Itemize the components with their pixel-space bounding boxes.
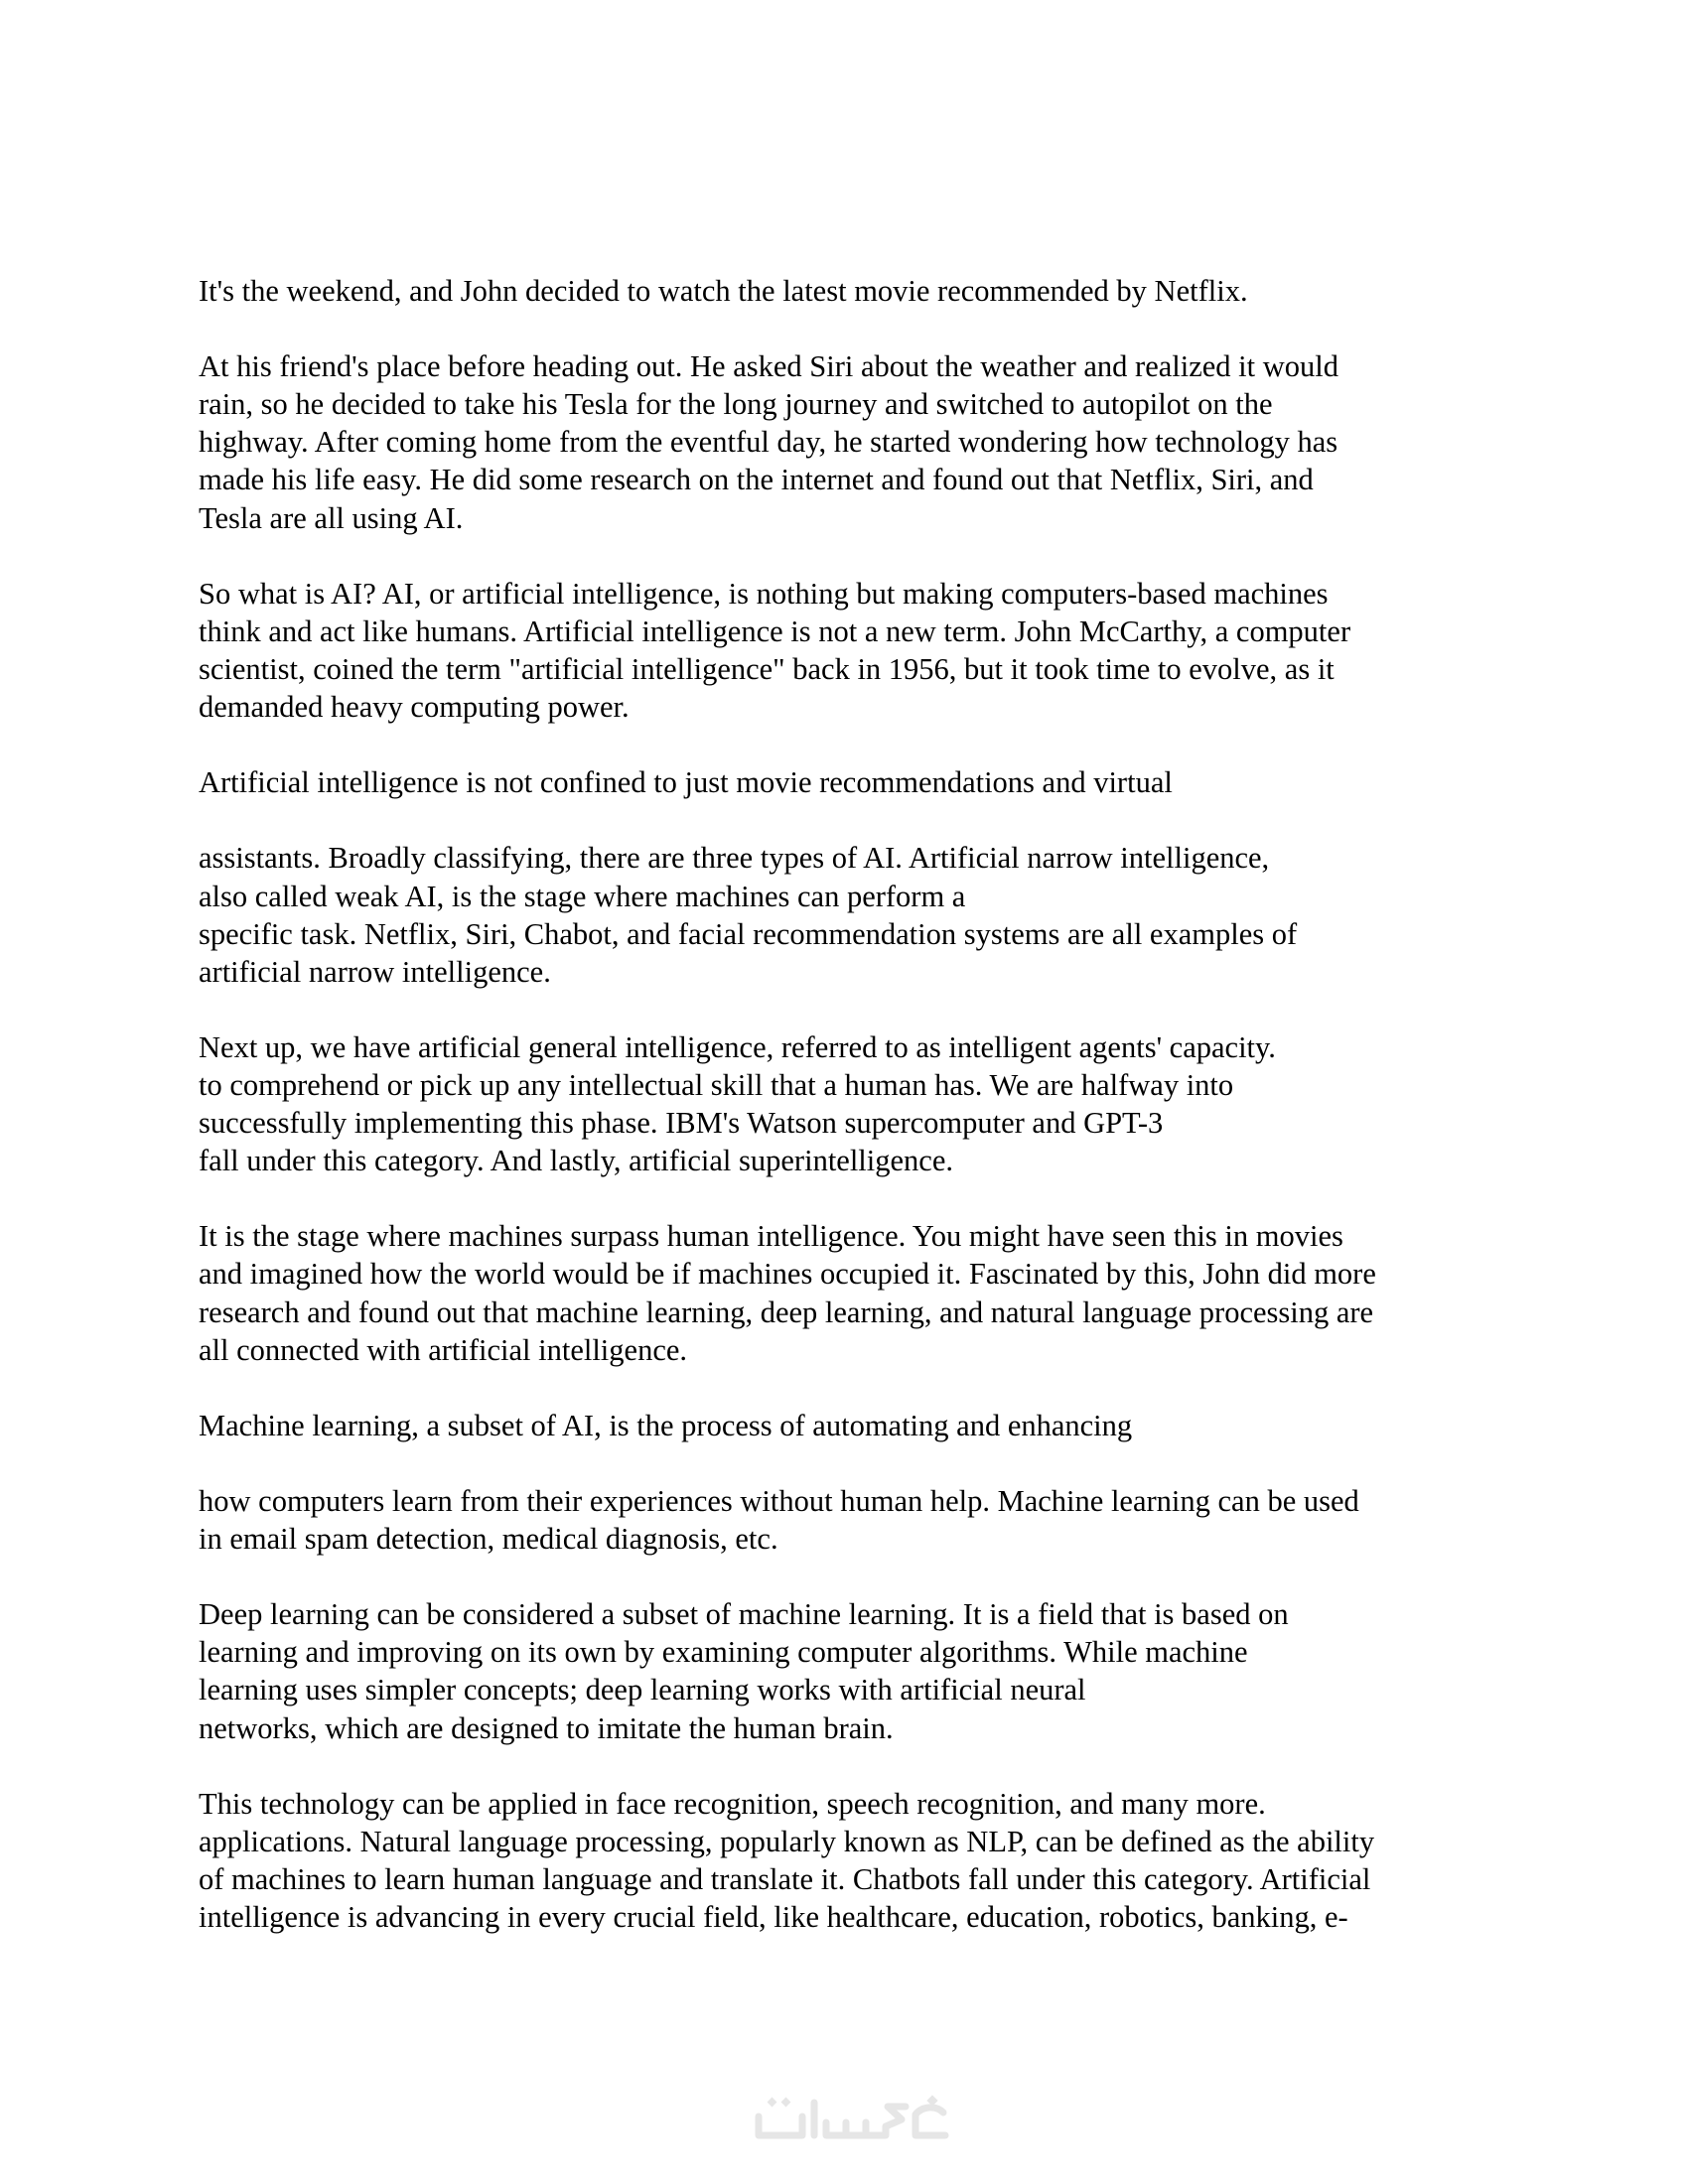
text-line: and imagined how the world would be if machines occupied it. Fascinated by this, John did more <box>199 1257 1376 1292</box>
text-line: intelligence is advancing in every crucial field, like healthcare, education, robotics, banking, e- <box>199 1900 1348 1935</box>
text-line: to comprehend or pick up any intellectual skill that a human has. We are halfway into <box>199 1067 1234 1102</box>
text-line: rain, so he decided to take his Tesla for the long journey and switched to autopilot on the <box>199 387 1273 422</box>
paragraph <box>199 1028 1539 1179</box>
paragraph <box>199 347 1539 536</box>
text-line: how computers learn from their experiences without human help. Machine learning can be used <box>199 1484 1359 1518</box>
paragraph <box>199 1482 1539 1558</box>
paragraph <box>199 1785 1539 1936</box>
text-line: This technology can be applied in face recognition, speech recognition, and many more. <box>199 1786 1266 1821</box>
text-line: fall under this category. And lastly, artificial superintelligence. <box>199 1144 953 1178</box>
text-line: So what is AI? AI, or artificial intelligence, is nothing but making computers-based machines <box>199 576 1329 611</box>
paragraph <box>199 839 1539 990</box>
text-line: learning uses simpler concepts; deep learning works with artificial neural <box>199 1673 1086 1707</box>
text-line: assistants. Broadly classifying, there are three types of AI. Artificial narrow intelligence, <box>199 841 1270 876</box>
text-line: applications. Natural language processing, popularly known as NLP, can be defined as the ability <box>199 1824 1375 1858</box>
text-line: It is the stage where machines surpass human intelligence. You might have seen this in movies <box>199 1219 1343 1254</box>
text-line: Artificial intelligence is not confined to just movie recommendations and virtual <box>199 765 1173 800</box>
text-line: learning and improving on its own by examining computer algorithms. While machine <box>199 1635 1248 1670</box>
text-line: demanded heavy computing power. <box>199 690 630 725</box>
text-line: think and act like humans. Artificial intelligence is not a new term. John McCarthy, a computer <box>199 614 1351 648</box>
text-line: networks, which are designed to imitate the human brain. <box>199 1710 894 1745</box>
text-line: scientist, coined the term "artificial intelligence" back in 1956, but it took time to evolve, as it <box>199 651 1335 686</box>
paragraph <box>199 272 1539 310</box>
text-line: all connected with artificial intelligence. <box>199 1332 688 1367</box>
text-line: highway. After coming home from the eventful day, he started wondering how technology has <box>199 425 1338 460</box>
text-line: research and found out that machine learning, deep learning, and natural language processing are <box>199 1295 1374 1329</box>
text-line: Deep learning can be considered a subset of machine learning. It is a field that is based on <box>199 1597 1289 1632</box>
text-line: made his life easy. He did some research on the internet and found out that Netflix, Siri, and <box>199 463 1314 497</box>
text-line: It's the weekend, and John decided to watch the latest movie recommended by Netflix. <box>199 274 1248 308</box>
paragraph <box>199 575 1539 726</box>
text-line: artificial narrow intelligence. <box>199 954 551 989</box>
text-line: Machine learning, a subset of AI, is the process of automating and enhancing <box>199 1408 1133 1442</box>
paragraph <box>199 763 1539 801</box>
text-line: At his friend's place before heading out. He asked Siri about the weather and realized it would <box>199 349 1339 384</box>
paragraph <box>199 1217 1539 1368</box>
paragraph <box>199 1407 1539 1444</box>
text-line: Next up, we have artificial general intelligence, referred to as intelligent agents' capacity. <box>199 1029 1276 1064</box>
text-line: specific task. Netflix, Siri, Chabot, and facial recommendation systems are all examples of <box>199 916 1298 951</box>
text-line: of machines to learn human language and translate it. Chatbots fall under this category. Artificial <box>199 1861 1371 1896</box>
text-line: also called weak AI, is the stage where machines can perform a <box>199 879 966 913</box>
khamsat-logo-watermark <box>747 2093 950 2142</box>
paragraph <box>199 1595 1539 1746</box>
text-line: in email spam detection, medical diagnosis, etc. <box>199 1522 778 1557</box>
text-line: Tesla are all using AI. <box>199 500 464 535</box>
text-line: successfully implementing this phase. IBM's Watson supercomputer and GPT-3 <box>199 1106 1164 1141</box>
document-body <box>199 272 1539 1974</box>
